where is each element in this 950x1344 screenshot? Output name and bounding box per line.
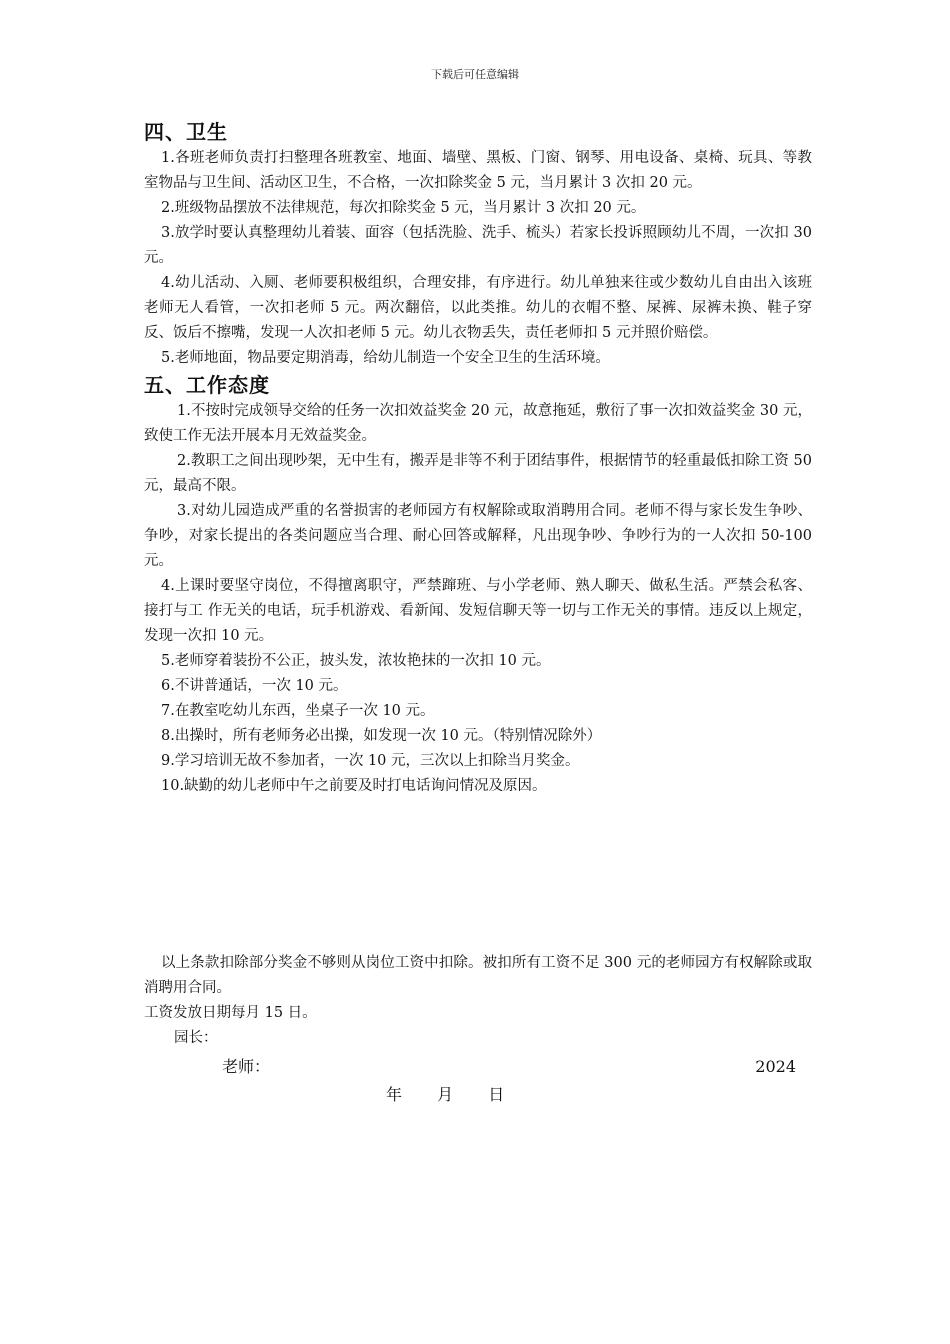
section-5-item-7: 7.在教室吃幼儿东西，坐桌子一次 10 元。 bbox=[161, 703, 435, 719]
section-5-item-4: 4.上课时要坚守岗位，不得擅离职守，严禁蹿班、与小学老师、熟人聊天、做私生活。严禁会私客、接打与工 作无关的电话，玩手机游戏、看新闻、发短信聊天等一切与工作无关的事情。违反以上规定，发现一次扣 10 元。 bbox=[144, 578, 812, 644]
section-4-item-3: 3.放学时要认真整理幼儿着装、面容（包括洗脸、洗手、梳头）若家长投诉照顾幼儿不周，一次扣 30 元。 bbox=[144, 225, 812, 266]
principal-signature-row bbox=[144, 1026, 812, 1054]
section-5-item-10: 10.缺勤的幼儿老师中午之前要及时打电话询问情况及原因。 bbox=[161, 778, 547, 794]
section-4-item-4: 4.幼儿活动、入厕、老师要积极组织，合理安排，有序进行。幼儿单独来往或少数幼儿自由出入该班老师无人看管，一次扣老师 5 元。两次翻倍，以此类推。幼儿的衣帽不整、屎裤、尿裤未换、鞋子穿反、饭后不擦嘴，发现一人次扣老师 5 元。幼儿衣物丢失，责任老师扣 5 元并照价赔偿。 bbox=[144, 275, 812, 341]
principal-label: 园长： bbox=[174, 1030, 218, 1046]
section-4-item-2: 2.班级物品摆放不法律规范，每次扣除奖金 5 元，当月累计 3 次扣 20 元。 bbox=[161, 200, 646, 216]
header-note: 下载后可任意编辑 bbox=[431, 68, 519, 81]
section-5-item-2: 2.教职工之间出现吵架，无中生有，搬弄是非等不利于团结事件，根据情节的轻重最低扣除工资 50 元，最高不限。 bbox=[144, 453, 812, 494]
section-4-item-5: 5.老师地面，物品要定期消毒，给幼儿制造一个安全卫生的生活环境。 bbox=[161, 350, 610, 366]
section-4-title: 四、卫生 bbox=[144, 120, 228, 144]
section-5-item-9: 9.学习培训无故不参加者，一次 10 元，三次以上扣除当月奖金。 bbox=[161, 753, 580, 769]
day-char: 日 bbox=[488, 1085, 505, 1104]
section-5-item-6: 6.不讲普通话，一次 10 元。 bbox=[161, 678, 348, 694]
section-5-item-5: 5.老师穿着装扮不公正，披头发，浓妆艳抹的一次扣 10 元。 bbox=[161, 653, 551, 669]
year-char: 年 bbox=[386, 1085, 403, 1104]
section-5-title: 五、工作态度 bbox=[144, 373, 270, 397]
teacher-signature-row bbox=[144, 1054, 812, 1082]
pay-date-note: 工资发放日期每月 15 日。 bbox=[144, 1005, 317, 1021]
section-5-item-3: 3.对幼儿园造成严重的名誉损害的老师园方有权解除或取消聘用合同。老师不得与家长发生争吵、争吵，对家长提出的各类问题应当合理、耐心回答或解释，凡出现争吵、争吵行为的一人次扣 50-100 元。 bbox=[144, 503, 812, 569]
section-5-item-1: 1.不按时完成领导交给的任务一次扣效益奖金 20 元，故意拖延，敷衍了事一次扣效益奖金 30 元，致使工作无法开展本月无效益奖金。 bbox=[144, 403, 812, 444]
section-5-item-8: 8.出操时，所有老师务必出操，如发现一次 10 元。（特别情况除外） bbox=[161, 728, 602, 744]
deduction-note: 以上条款扣除部分奖金不够则从岗位工资中扣除。被扣所有工资不足 300 元的老师园方有权解除或取消聘用合同。 bbox=[144, 955, 812, 996]
signature-date-row bbox=[144, 1082, 812, 1110]
teacher-label: 老师： bbox=[222, 1057, 271, 1076]
month-char: 月 bbox=[437, 1085, 454, 1104]
signature-year: 2024 bbox=[755, 1057, 796, 1076]
section-4-item-1: 1.各班老师负责打扫整理各班教室、地面、墙壁、黑板、门窗、钢琴、用电设备、桌椅、玩具、等教室物品与卫生间、活动区卫生，不合格，一次扣除奖金 5 元，当月累计 3 次扣 20 元。 bbox=[144, 150, 812, 191]
document-body bbox=[144, 118, 812, 1110]
blank-gap bbox=[144, 799, 812, 951]
